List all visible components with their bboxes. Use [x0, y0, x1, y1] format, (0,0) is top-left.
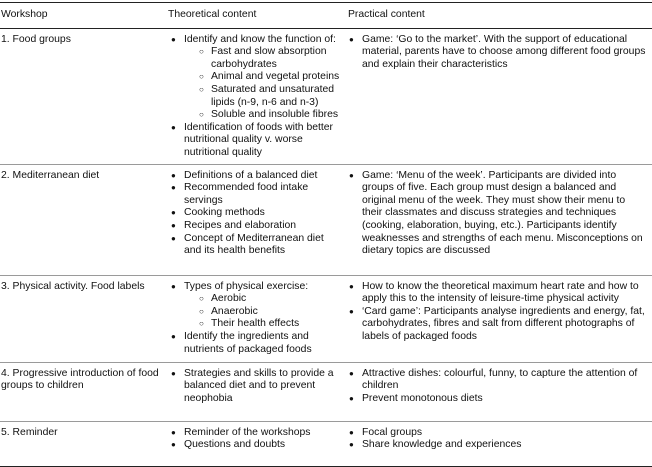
list-item: ● Game: ‘Menu of the week’. Participants are divided into groups of five. Each group must design a balanced and original menu of the week. They must show their menu to their classmates and discuss strategies and techniques (cooking, elaboration, buying, etc.). Participants identify weaknesses and strengths of each menu. Misconceptions on dietary topics are discussed — [346, 170, 648, 258]
list-item: ● Questions and doubts — [168, 439, 340, 452]
bullet-text: Identify and know the function of: — [184, 33, 336, 45]
theory-cell — [166, 421, 344, 466]
list-item: ● Cooking methods — [168, 207, 340, 220]
table-row — [0, 164, 652, 275]
practice-cell — [344, 362, 652, 421]
bullet-text: Types of physical exercise: — [184, 280, 309, 292]
list-item — [168, 34, 340, 122]
workshop-cell: 5. Reminder — [1, 426, 58, 438]
list-item: ● Focal groups — [346, 427, 648, 440]
theory-cell — [166, 28, 344, 164]
table-row — [0, 362, 652, 421]
sub-list-item: ○ Animal and vegetal proteins — [184, 71, 340, 84]
theory-cell — [166, 164, 344, 275]
header-workshop: Workshop — [1, 9, 48, 20]
sub-list-item: ○ Saturated and unsaturated lipids (n-9, n-6 and n-3) — [184, 84, 340, 109]
sub-list-item: ○ Fast and slow absorption carbohydrates — [184, 46, 340, 71]
workshop-cell: 1. Food groups — [1, 33, 71, 45]
theory-list — [168, 34, 340, 160]
list-item: ● Identification of foods with better nutritional quality v. worse nutritional quality — [168, 122, 340, 160]
practice-cell — [344, 275, 652, 362]
header-row — [0, 3, 652, 29]
theory-list — [168, 281, 340, 357]
practice-list — [346, 34, 648, 72]
list-item: ● Strategies and skills to provide a balanced diet and to prevent neophobia — [168, 368, 340, 406]
sub-list-item: ○ Aerobic — [184, 293, 340, 306]
list-item: ● Recommended food intake servings — [168, 182, 340, 207]
list-item: ● Share knowledge and experiences — [346, 439, 648, 452]
list-item — [168, 281, 340, 331]
workshop-cell: 3. Physical activity. Food labels — [1, 280, 145, 292]
list-item: ● Concept of Mediterranean diet and its health benefits — [168, 233, 340, 258]
practice-cell — [344, 421, 652, 466]
list-item: ● Game: ‘Go to the market’. With the support of educational material, parents have to choose among different food groups and explain their characteristics — [346, 34, 648, 72]
practice-list — [346, 368, 648, 406]
practice-cell — [344, 164, 652, 275]
practice-cell — [344, 28, 652, 164]
list-item: ● Identify the ingredients and nutrients of packaged foods — [168, 331, 340, 356]
practice-list — [346, 427, 648, 452]
sub-list-item: ○ Their health effects — [184, 318, 340, 331]
list-item: ● How to know the theoretical maximum heart rate and how to apply this to the intensity of leisure-time physical activity — [346, 281, 648, 306]
list-item: ● Definitions of a balanced diet — [168, 170, 340, 183]
theory-cell — [166, 275, 344, 362]
theory-list — [168, 170, 340, 258]
table-row — [0, 275, 652, 362]
table-row — [0, 421, 652, 466]
list-item: ● Attractive dishes: colourful, funny, to capture the attention of children — [346, 368, 648, 393]
workshop-cell: 2. Mediterranean diet — [1, 169, 100, 181]
list-item: ● Prevent monotonous diets — [346, 393, 648, 406]
sub-list-item: ○ Anaerobic — [184, 306, 340, 319]
list-item: ● Recipes and elaboration — [168, 220, 340, 233]
practice-list — [346, 170, 648, 258]
workshop-cell: 4. Progressive introduction of food groups to children — [1, 367, 159, 392]
table-row — [0, 28, 652, 164]
list-item: ● Reminder of the workshops — [168, 427, 340, 440]
sub-list — [184, 293, 340, 331]
list-item: ● ‘Card game’: Participants analyse ingredients and energy, fat, carbohydrates, fibres and salt from different photographs of labels of packaged foods — [346, 306, 648, 344]
sub-list-item: ○ Soluble and insoluble fibres — [184, 109, 340, 122]
practice-list — [346, 281, 648, 344]
header-practical-content: Practical content — [348, 9, 425, 20]
theory-list — [168, 368, 340, 406]
sub-list — [184, 46, 340, 122]
theory-cell — [166, 362, 344, 421]
header-theoretical-content: Theoretical content — [168, 9, 257, 20]
theory-list — [168, 427, 340, 452]
workshop-table — [0, 2, 652, 467]
